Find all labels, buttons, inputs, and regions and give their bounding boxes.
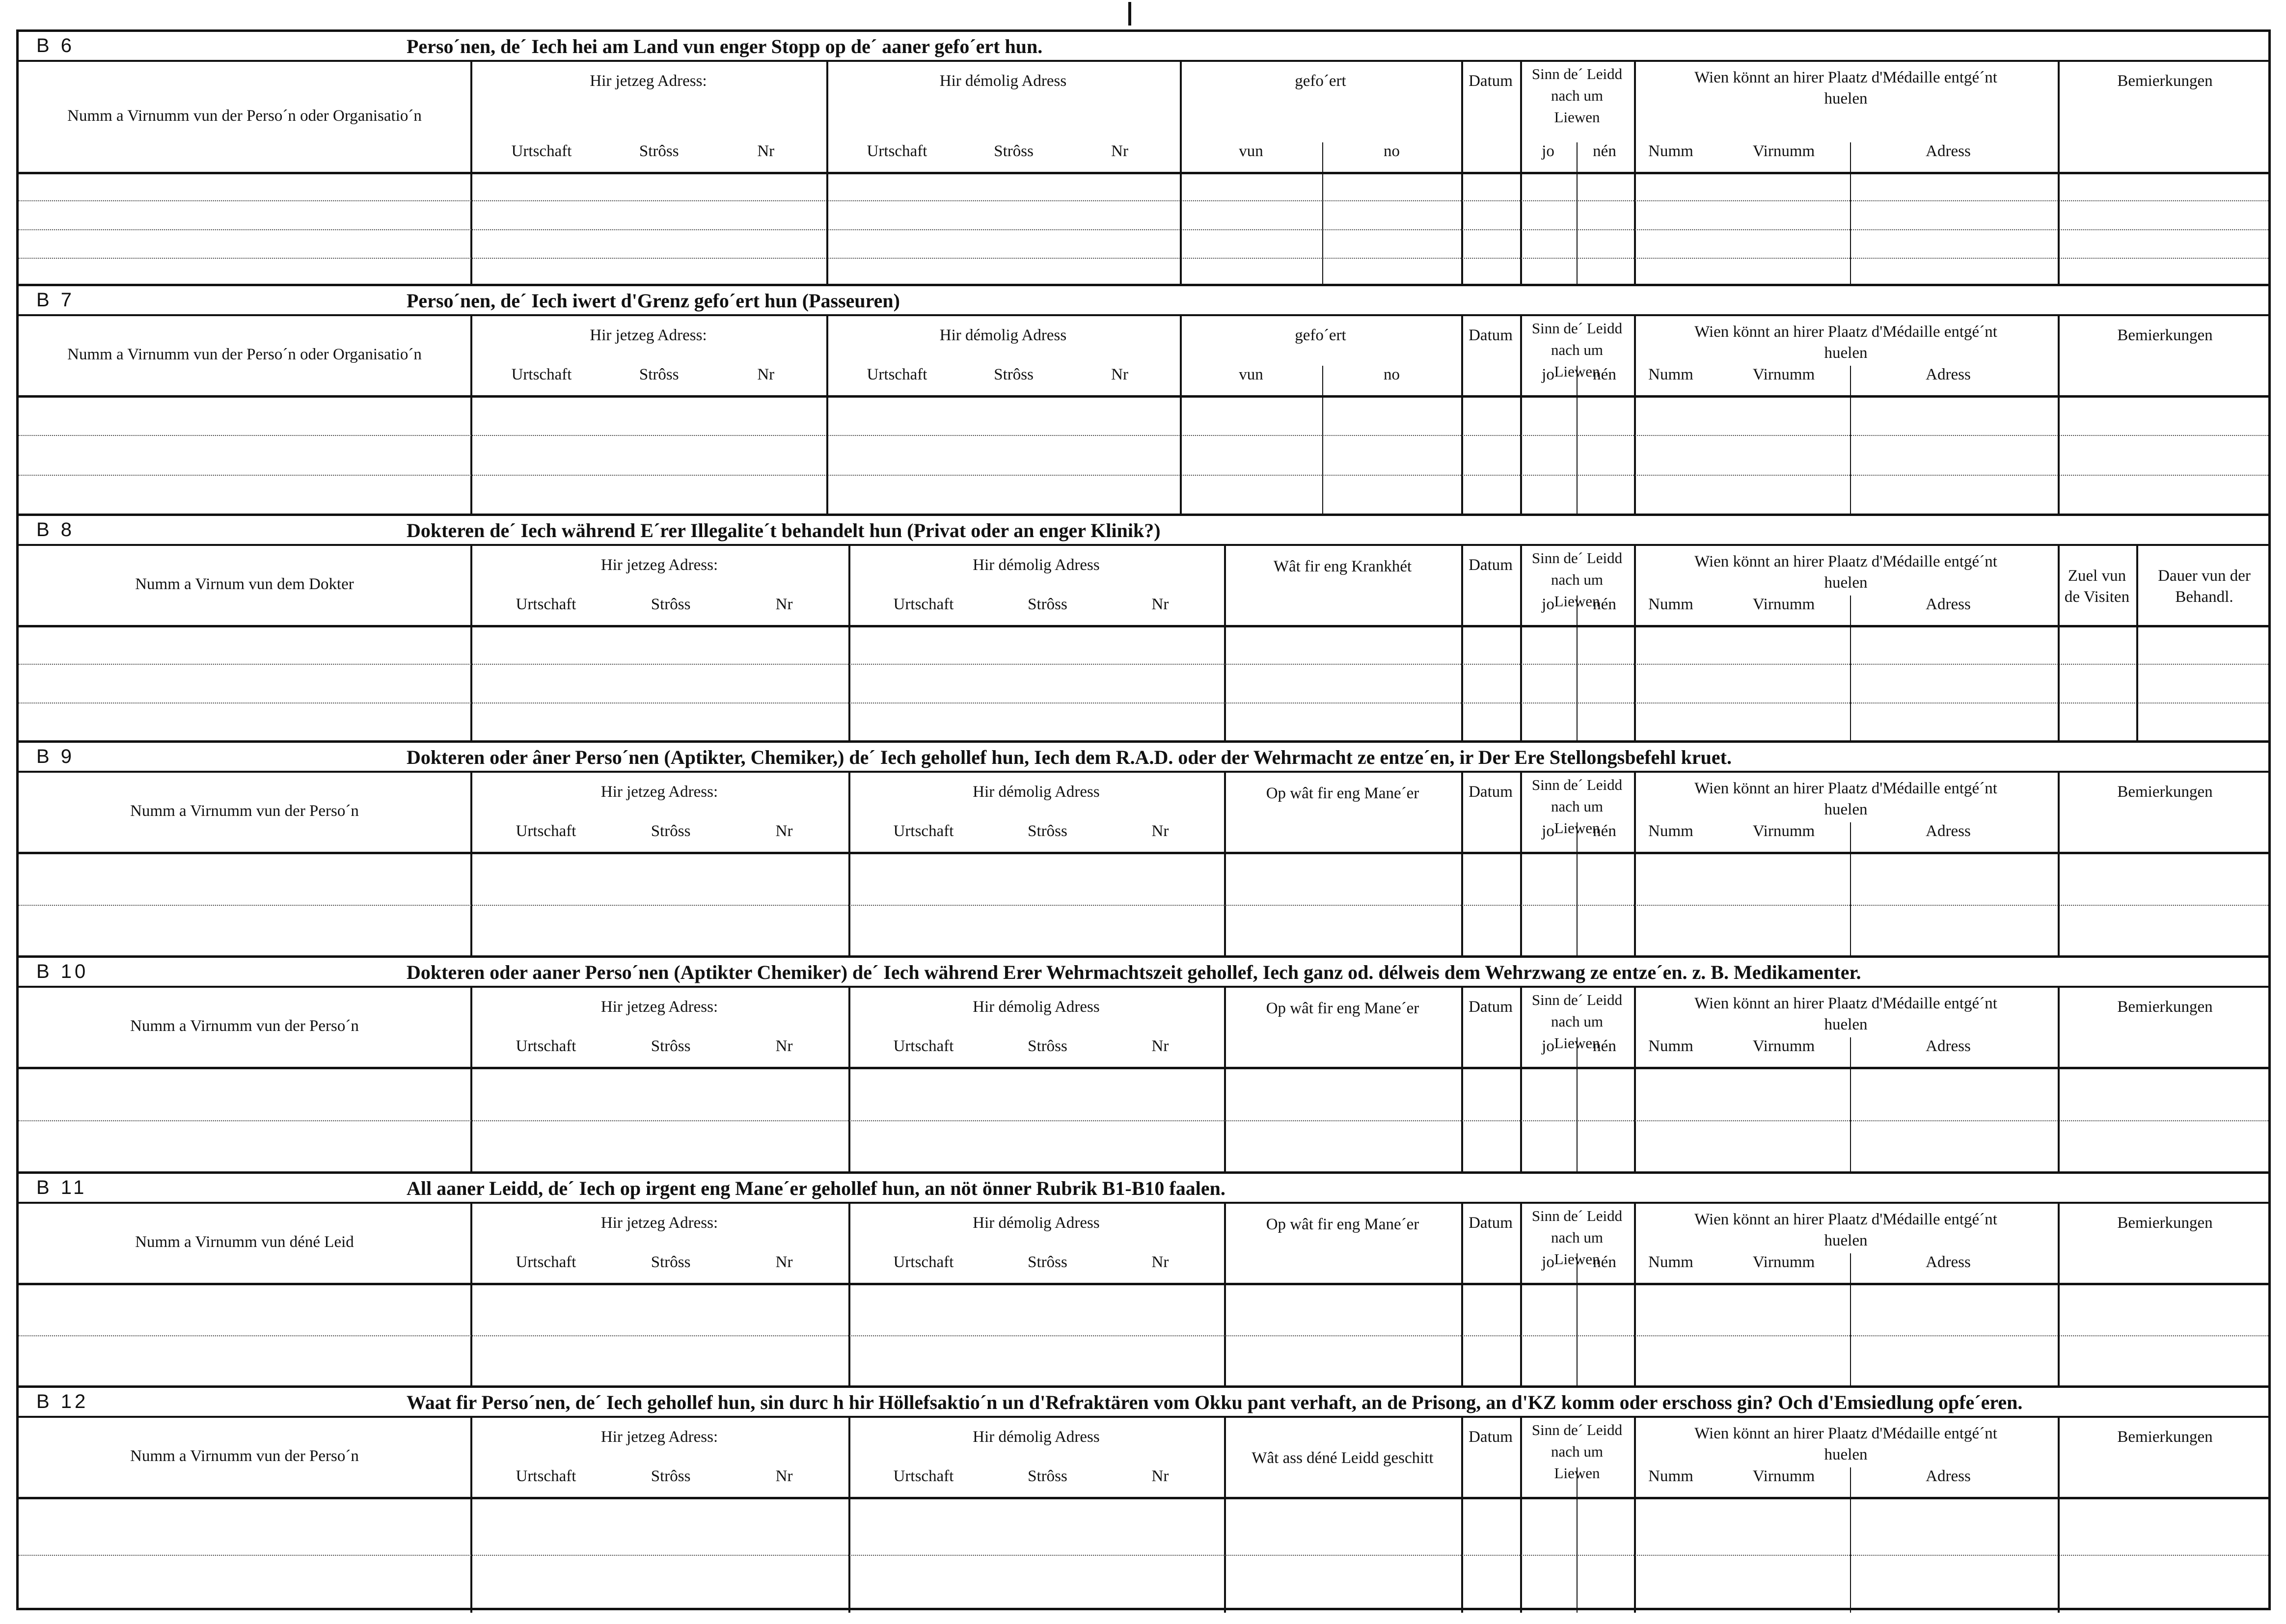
medal-header: Wien könnt an hirer Plaatz d'Médaille entgé´nt huelen [1694, 1425, 1997, 1463]
street-label: Strôss [1028, 822, 1067, 840]
column-divider [1461, 316, 1463, 516]
town-label: Urtschaft [516, 822, 576, 840]
column-divider [1634, 1203, 1636, 1388]
medal-subcolumn-divider [1850, 142, 1851, 286]
date-header: Datum [1469, 326, 1513, 344]
yes-label: jo [1542, 366, 1554, 383]
column-divider [470, 987, 472, 1174]
town-label: Urtschaft [893, 1253, 954, 1271]
medal-name-label: Numm [1648, 142, 1693, 160]
column-divider [1461, 1203, 1463, 1388]
column-divider [1224, 1417, 1226, 1613]
column-divider [470, 1203, 472, 1388]
remarks-header: Bemierkungen [2117, 783, 2213, 801]
town-label: Urtschaft [516, 1037, 576, 1055]
alive-header: Sinn de´ Leidd nach um Liewen [1531, 1207, 1623, 1268]
street-label: Strôss [651, 1253, 691, 1271]
column-divider [1461, 61, 1463, 286]
column-divider [1224, 545, 1226, 743]
date-header: Datum [1469, 556, 1513, 574]
section-title: Dokteren oder âner Perso´nen (Aptikter, Chemiker,) de´ Iech gehollef hun, Iech dem R.A.D. oder der Wehrmacht ze entze´en, ir Der Ere Stellongsbefehl kruet. [407, 746, 1732, 768]
column-divider [848, 545, 850, 743]
yes-no-divider [1577, 1467, 1578, 1613]
old-address-header: Hir démolig Adress [973, 1428, 1100, 1446]
section-b6 [19, 32, 2268, 286]
column-divider [470, 61, 472, 286]
column-name: Numm a Virnum vun dem Dokter [135, 575, 354, 593]
column-divider [1634, 772, 1636, 958]
medal-firstname-label: Virnumm [1752, 142, 1815, 160]
medal-name-label: Numm [1648, 1253, 1693, 1271]
town-label: Urtschaft [511, 366, 572, 383]
from-label: vun [1239, 366, 1263, 383]
section-id: B 9 [36, 746, 75, 767]
section-b10 [19, 958, 2268, 1174]
number-label: Nr [775, 595, 793, 613]
old-address-header: Hir démolig Adress [973, 998, 1100, 1016]
section-title: Perso´nen, de´ Iech hei am Land vun enger Stopp op de´ aaner gefo´ert hun. [407, 35, 1043, 57]
no-label: nén [1593, 366, 1616, 383]
medal-name-label: Numm [1648, 1037, 1693, 1055]
column-name: Numm a Virnumm vun der Perso´n oder Organisatio´n [67, 107, 422, 125]
column-divider [1180, 61, 1182, 286]
alive-header: Sinn de´ Leidd nach um Liewen [1531, 549, 1623, 610]
column-divider [1634, 1417, 1636, 1613]
entry-line[interactable] [19, 703, 2268, 704]
medal-header: Wien könnt an hirer Plaatz d'Médaille entgé´nt huelen [1694, 1211, 1997, 1249]
current-address-header: Hir jetzeg Adress: [590, 326, 707, 344]
medal-address-label: Adress [1926, 822, 1971, 840]
street-label: Strôss [1028, 1253, 1067, 1271]
number-label: Nr [775, 1253, 793, 1271]
town-label: Urtschaft [867, 142, 927, 160]
entry-line[interactable] [19, 435, 2268, 436]
column-divider [1461, 772, 1463, 958]
street-label: Strôss [1028, 595, 1067, 613]
section-id: B 7 [36, 289, 75, 311]
current-address-header: Hir jetzeg Adress: [590, 72, 707, 90]
medal-firstname-label: Virnumm [1752, 1253, 1815, 1271]
section-title: All aaner Leidd, de´ Iech op irgent eng Mane´er gehollef hun, an nöt önner Rubrik B1-B10 faalen. [407, 1177, 1225, 1199]
column-divider [2136, 545, 2138, 743]
number-label: Nr [1151, 1253, 1169, 1271]
street-label: Strôss [639, 142, 679, 160]
old-address-header: Hir démolig Adress [973, 783, 1100, 801]
yes-no-divider [1577, 1037, 1578, 1174]
medal-name-label: Numm [1648, 1467, 1693, 1485]
number-label: Nr [775, 1467, 793, 1485]
column-divider [2058, 316, 2060, 516]
column-name: Numm a Virnumm vun der Perso´n [130, 1447, 359, 1465]
transported-header: gefo´ert [1295, 326, 1346, 344]
number-label: Nr [1151, 1467, 1169, 1485]
number-label: Nr [1111, 142, 1129, 160]
section-b9 [19, 743, 2268, 958]
town-label: Urtschaft [893, 1467, 954, 1485]
no-label: nén [1593, 1037, 1616, 1055]
column-divider [826, 316, 828, 516]
alive-header: Sinn de´ Leidd nach um Liewen [1531, 991, 1623, 1052]
from-to-divider [1322, 142, 1323, 286]
medal-address-label: Adress [1926, 595, 1971, 613]
medal-firstname-label: Virnumm [1752, 366, 1815, 383]
column-divider [2058, 987, 2060, 1174]
medal-firstname-label: Virnumm [1752, 1037, 1815, 1055]
method-header: Op wât fir eng Mane´er [1266, 785, 1419, 802]
number-label: Nr [1111, 366, 1129, 383]
remarks-header: Bemierkungen [2117, 1214, 2213, 1232]
alive-header: Sinn de´ Leidd nach um Liewen [1531, 776, 1623, 837]
section-id: B 8 [36, 519, 75, 541]
alive-header: Sinn de´ Leidd nach um Liewen [1531, 65, 1623, 126]
column-divider [1520, 987, 1522, 1174]
yes-label: jo [1542, 595, 1554, 613]
old-address-header: Hir démolig Adress [939, 72, 1067, 90]
number-label: Nr [775, 822, 793, 840]
street-label: Strôss [651, 595, 691, 613]
header-rule [19, 1497, 2268, 1499]
entry-line[interactable] [19, 905, 2268, 906]
medal-subcolumn-divider [1850, 366, 1851, 516]
duration-header: Dauer vun der Behandl. [2158, 567, 2251, 606]
transported-header: gefo´ert [1295, 72, 1346, 90]
visits-header: Zuel vun de Visiten [2064, 567, 2130, 606]
entry-line[interactable] [19, 229, 2268, 230]
column-divider [848, 987, 850, 1174]
section-id: B 11 [36, 1177, 87, 1198]
column-divider [1180, 316, 1182, 516]
town-label: Urtschaft [893, 1037, 954, 1055]
column-divider [2058, 545, 2060, 743]
entry-line[interactable] [19, 475, 2268, 476]
section-title: Perso´nen, de´ Iech iwert d'Grenz gefo´ert hun (Passeuren) [407, 290, 900, 312]
section-b7 [19, 286, 2268, 516]
current-address-header: Hir jetzeg Adress: [600, 556, 718, 574]
section-b12 [19, 1388, 2268, 1613]
entry-line[interactable] [19, 1120, 2268, 1121]
medal-address-label: Adress [1926, 1037, 1971, 1055]
number-label: Nr [1151, 822, 1169, 840]
column-divider [470, 772, 472, 958]
medal-firstname-label: Virnumm [1752, 595, 1815, 613]
town-label: Urtschaft [511, 142, 572, 160]
column-divider [1520, 61, 1522, 286]
column-divider [1224, 772, 1226, 958]
column-divider [1634, 316, 1636, 516]
medal-address-label: Adress [1926, 1467, 1971, 1485]
medal-firstname-label: Virnumm [1752, 822, 1815, 840]
header-rule [19, 852, 2268, 854]
header-rule [19, 172, 2268, 174]
old-address-header: Hir démolig Adress [973, 556, 1100, 574]
from-to-divider [1322, 366, 1323, 516]
medal-name-label: Numm [1648, 595, 1693, 613]
entry-line[interactable] [19, 200, 2268, 201]
entry-line[interactable] [19, 258, 2268, 259]
town-label: Urtschaft [867, 366, 927, 383]
method-header: Op wât fir eng Mane´er [1266, 1216, 1419, 1233]
number-label: Nr [775, 1037, 793, 1055]
column-divider [1461, 987, 1463, 1174]
section-title: Dokteren de´ Iech während E´rer Illegalite´t behandelt hun (Privat oder an enger Klinik?) [407, 519, 1161, 541]
medal-header: Wien könnt an hirer Plaatz d'Médaille entgé´nt huelen [1694, 69, 1997, 108]
column-divider [1224, 987, 1226, 1174]
medal-address-label: Adress [1926, 1253, 1971, 1271]
medal-subcolumn-divider [1850, 1467, 1851, 1613]
registration-mark [1128, 2, 1131, 26]
column-divider [2058, 772, 2060, 958]
from-label: vun [1239, 142, 1263, 160]
to-label: no [1384, 142, 1400, 160]
remarks-header: Bemierkungen [2117, 326, 2213, 344]
column-divider [848, 1203, 850, 1388]
yes-label: jo [1542, 1253, 1554, 1271]
medal-header: Wien könnt an hirer Plaatz d'Médaille entgé´nt huelen [1694, 780, 1997, 818]
section-id: B 10 [36, 961, 89, 982]
medal-subcolumn-divider [1850, 1253, 1851, 1388]
method-header: Op wât fir eng Mane´er [1266, 1000, 1419, 1017]
section-title: Dokteren oder aaner Perso´nen (Aptikter Chemiker) de´ Iech während Erer Wehrmachtszeit gehollef, Iech ganz od. délweis dem Wehrzwang ze entze´en. z. B. Medikamenter. [407, 961, 1861, 983]
date-header: Datum [1469, 1428, 1513, 1446]
town-label: Urtschaft [893, 595, 954, 613]
header-rule [19, 395, 2268, 398]
date-header: Datum [1469, 1214, 1513, 1232]
street-label: Strôss [994, 366, 1034, 383]
town-label: Urtschaft [516, 1467, 576, 1485]
column-divider [470, 316, 472, 516]
method-header: Wât fir eng Krankhét [1273, 558, 1412, 575]
header-rule [19, 625, 2268, 627]
no-label: nén [1593, 1253, 1616, 1271]
column-divider [848, 772, 850, 958]
column-divider [470, 1417, 472, 1613]
medal-header: Wien könnt an hirer Plaatz d'Médaille entgé´nt huelen [1694, 323, 1997, 362]
street-label: Strôss [651, 1037, 691, 1055]
column-divider [1461, 545, 1463, 743]
medal-header: Wien könnt an hirer Plaatz d'Médaille entgé´nt huelen [1694, 553, 1997, 592]
method-header: Wât ass déné Leidd geschitt [1252, 1449, 1434, 1467]
column-divider [1520, 1417, 1522, 1613]
section-title-bar [19, 32, 2268, 62]
section-title: Waat fir Perso´nen, de´ Iech gehollef hun, sin durc h hir Höllefsaktio´n un d'Refraktären vom Okku pant verhaft, an de Prisong, an d'KZ komm oder erschoss gin? Och d'Emsiedlung opfe´eren. [407, 1391, 2023, 1413]
section-id: B 12 [36, 1391, 89, 1412]
street-label: Strôss [639, 366, 679, 383]
current-address-header: Hir jetzeg Adress: [600, 1428, 718, 1446]
section-id: B 6 [36, 35, 75, 56]
column-divider [1520, 316, 1522, 516]
date-header: Datum [1469, 783, 1513, 801]
column-divider [470, 545, 472, 743]
medal-subcolumn-divider [1850, 595, 1851, 743]
entry-line[interactable] [19, 664, 2268, 665]
no-label: nén [1593, 595, 1616, 613]
column-divider [2058, 61, 2060, 286]
section-title-bar [19, 286, 2268, 316]
yes-no-divider [1577, 142, 1578, 286]
column-divider [1520, 1203, 1522, 1388]
column-divider [848, 1417, 850, 1613]
no-label: nén [1593, 822, 1616, 840]
form-frame [16, 29, 2271, 1610]
town-label: Urtschaft [516, 1253, 576, 1271]
column-divider [1224, 1203, 1226, 1388]
old-address-header: Hir démolig Adress [939, 326, 1067, 344]
column-divider [826, 61, 828, 286]
street-label: Strôss [651, 822, 691, 840]
street-label: Strôss [651, 1467, 691, 1485]
column-divider [2058, 1203, 2060, 1388]
yes-no-divider [1577, 366, 1578, 516]
column-divider [2058, 1417, 2060, 1613]
no-label: nén [1593, 142, 1616, 160]
yes-no-divider [1577, 595, 1578, 743]
date-header: Datum [1469, 72, 1513, 90]
entry-line[interactable] [19, 1335, 2268, 1336]
yes-label: jo [1542, 142, 1554, 160]
column-divider [1461, 1417, 1463, 1613]
section-b11 [19, 1174, 2268, 1388]
town-label: Urtschaft [893, 822, 954, 840]
column-name: Numm a Virnumm vun der Perso´n [130, 1017, 359, 1035]
entry-line[interactable] [19, 1555, 2268, 1556]
column-name: Numm a Virnumm vun der Perso´n [130, 802, 359, 820]
current-address-header: Hir jetzeg Adress: [600, 998, 718, 1016]
header-rule [19, 1283, 2268, 1285]
number-label: Nr [757, 366, 775, 383]
column-divider [1520, 772, 1522, 958]
section-b8 [19, 516, 2268, 743]
to-label: no [1384, 366, 1400, 383]
header-rule [19, 1067, 2268, 1069]
street-label: Strôss [1028, 1037, 1067, 1055]
medal-address-label: Adress [1926, 366, 1971, 383]
number-label: Nr [1151, 1037, 1169, 1055]
column-divider [1634, 545, 1636, 743]
yes-label: jo [1542, 1037, 1554, 1055]
number-label: Nr [1151, 595, 1169, 613]
street-label: Strôss [1028, 1467, 1067, 1485]
yes-no-divider [1577, 1253, 1578, 1388]
town-label: Urtschaft [516, 595, 576, 613]
alive-header: Sinn de´ Leidd nach um Liewen [1531, 320, 1623, 380]
medal-header: Wien könnt an hirer Plaatz d'Médaille entgé´nt huelen [1694, 995, 1997, 1033]
remarks-header: Bemierkungen [2117, 998, 2213, 1016]
medal-subcolumn-divider [1850, 822, 1851, 958]
medal-firstname-label: Virnumm [1752, 1467, 1815, 1485]
column-divider [1520, 545, 1522, 743]
medal-address-label: Adress [1926, 142, 1971, 160]
column-divider [1634, 987, 1636, 1174]
date-header: Datum [1469, 998, 1513, 1016]
old-address-header: Hir démolig Adress [973, 1214, 1100, 1232]
yes-label: jo [1542, 822, 1554, 840]
remarks-header: Bemierkungen [2117, 1428, 2213, 1446]
medal-name-label: Numm [1648, 366, 1693, 383]
column-divider [1634, 61, 1636, 286]
number-label: Nr [757, 142, 775, 160]
column-name: Numm a Virnumm vun der Perso´n oder Organisatio´n [67, 346, 422, 363]
medal-name-label: Numm [1648, 822, 1693, 840]
yes-no-divider [1577, 822, 1578, 958]
medal-subcolumn-divider [1850, 1037, 1851, 1174]
current-address-header: Hir jetzeg Adress: [600, 1214, 718, 1232]
column-name: Numm a Virnumm vun déné Leid [135, 1233, 354, 1251]
current-address-header: Hir jetzeg Adress: [600, 783, 718, 801]
remarks-header: Bemierkungen [2117, 72, 2213, 90]
alive-header: Sinn de´ Leidd nach um Liewen [1531, 1421, 1623, 1482]
street-label: Strôss [994, 142, 1034, 160]
